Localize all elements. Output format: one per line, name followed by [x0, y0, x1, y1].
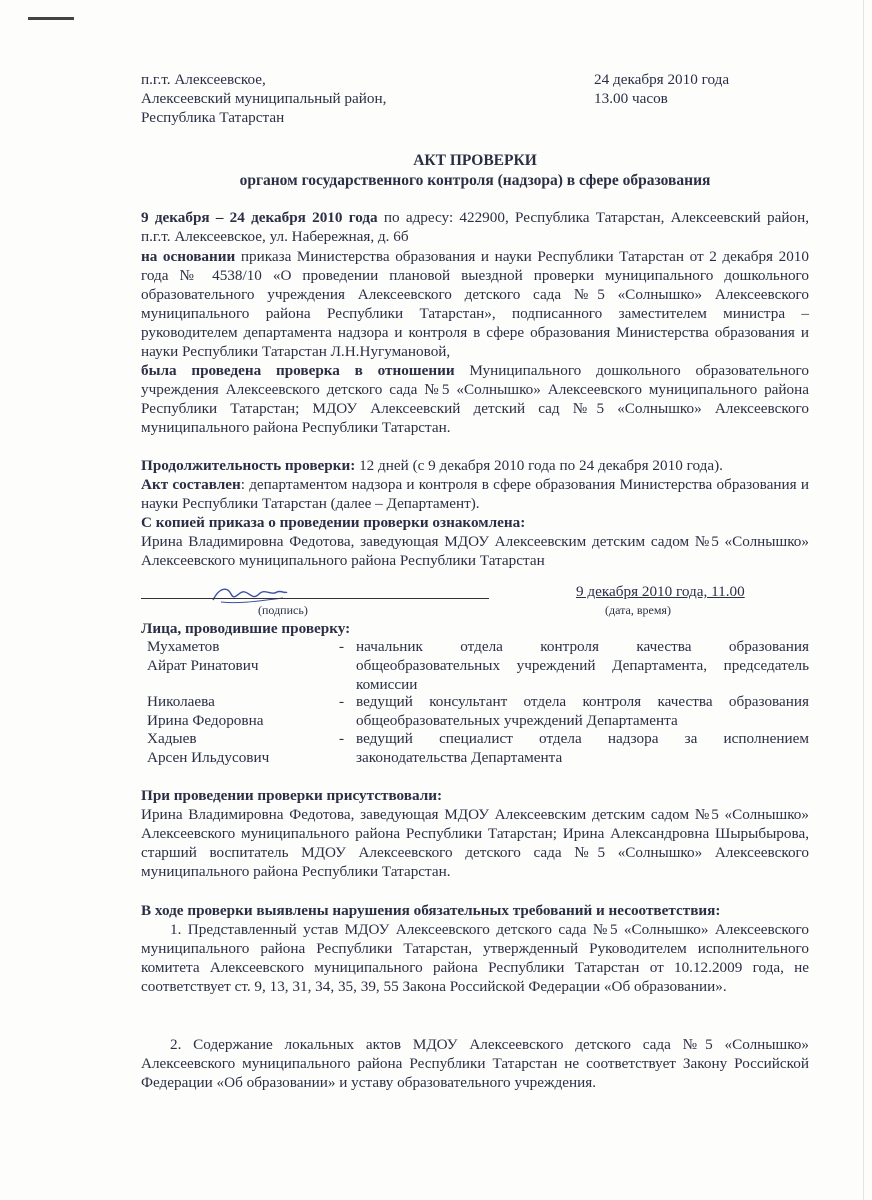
- inspection-duration: [141, 456, 809, 475]
- violations-heading: В ходе проверки выявлены нарушения обязательных требований и несоответствия:: [141, 902, 721, 919]
- acquainted-text: Ирина Владимировна Федотова, заведующая МДОУ Алексеевским детским садом №5 «Солнышко» Алексеевского муниципального района Республики Татарстан: [141, 533, 809, 569]
- inspector-surname: Мухаметов: [147, 638, 220, 655]
- inspector-dash: -: [339, 693, 345, 710]
- inspectors-heading: Лица, проводившие проверку:: [141, 620, 351, 637]
- page-edge: [863, 0, 864, 1200]
- compiled-label: Акт составлен: [141, 476, 241, 493]
- duration-text: 12 дней (с 9 декабря 2010 года по 24 декабря 2010 года).: [355, 457, 723, 474]
- inspector-given-names: Ирина Федоровна: [147, 712, 264, 729]
- violation-item: 1. Представленный устав МДОУ Алексеевского детского сада №5 «Солнышко» Алексеевского муниципального района Республики Татарстан, утвержденный Руководителем исполнительного комитета Алексеевского муниципального района Республики Татарстан от 10.12.2009 года, не соответствует ст. 9, 13, 31, 34, 35, 39, 55 Закона Российской Федерации «Об образовании».: [141, 921, 809, 995]
- inspector-surname: Хадыев: [147, 730, 197, 747]
- inspected-entity: [141, 361, 809, 437]
- header-time: 13.00 часов: [594, 90, 668, 107]
- inspector-role: начальник отдела контроля качества образования общеобразовательных учреждений Департамента, председатель комиссии: [356, 638, 809, 693]
- present-text: Ирина Владимировна Федотова, заведующая МДОУ Алексеевским детским садом №5 «Солнышко» Алексеевского муниципального района Республики Татарстан; Ирина Александровна Шырыбырова, старший воспитатель МДОУ Алексеевского детского сада №5 «Солнышко» Алексеевского муниципального района Республики Татарстан.: [141, 806, 809, 880]
- inspector-surname: Николаева: [147, 693, 215, 710]
- date-time-caption: (дата, время): [605, 603, 671, 617]
- period-dates: 9 декабря – 24 декабря 2010 года: [141, 209, 378, 226]
- header-place-line2: Алексеевский муниципальный район,: [141, 90, 387, 107]
- signature-date-time: 9 декабря 2010 года, 11.00: [576, 583, 745, 600]
- header-place: [141, 70, 386, 127]
- signature-line: [141, 598, 489, 599]
- inspection-basis: [141, 247, 809, 361]
- act-compiled: [141, 475, 809, 513]
- header-place-line1: п.г.т. Алексеевское,: [141, 71, 266, 88]
- inspector-given-names: Арсен Ильдусович: [147, 749, 270, 766]
- inspector-dash: -: [339, 638, 345, 655]
- signature-caption: (подпись): [258, 603, 308, 617]
- document-title: АКТ ПРОВЕРКИ: [413, 152, 537, 169]
- inspected-text: Муниципального дошкольного образовательного учреждения Алексеевского детского сада №5 «Солнышко» Алексеевского муниципального района Республики Татарстан; МДОУ Алексеевский детский сад №5 «Солнышко» Алексеевского муниципального района Республики Татарстан.: [141, 362, 809, 436]
- duration-label: Продолжительность проверки:: [141, 457, 356, 474]
- inspector-role: ведущий специалист отдела надзора за исполнением законодательства Департамента: [356, 730, 809, 766]
- period-address: по адресу: 422900, Республика Татарстан, Алексеевский район, п.г.т. Алексеевское, ул. Набережная, д. 6б: [141, 209, 809, 245]
- scan-artifact-line: [28, 17, 74, 20]
- present-heading: При проведении проверки присутствовали:: [141, 787, 443, 804]
- header-datetime: [594, 70, 729, 108]
- violation-item: 2. Содержание локальных актов МДОУ Алексеевского детского сада №5 «Солнышко» Алексеевского муниципального района Республики Татарстан не соответствует Закону Российской Федерации «Об образовании» и уставу образовательного учреждения.: [141, 1036, 809, 1091]
- header-place-line3: Республика Татарстан: [141, 109, 285, 126]
- header-date: 24 декабря 2010 года: [594, 71, 730, 88]
- compiled-text: : департаментом надзора и контроля в сфере образования Министерства образования и науки Республики Татарстан (далее – Департамент).: [141, 476, 809, 512]
- inspector-role: ведущий консультант отдела контроля качества образования общеобразовательных учреждений Департамента: [356, 693, 809, 729]
- basis-label: на основании: [141, 248, 236, 265]
- document-subtitle: органом государственного контроля (надзора) в сфере образования: [239, 172, 711, 189]
- inspected-label: была проведена проверка в отношении: [141, 362, 455, 379]
- inspector-given-names: Айрат Ринатович: [147, 657, 259, 674]
- basis-text: приказа Министерства образования и науки Республики Татарстан от 2 декабря 2010 года № 4538/10 «О проведении плановой выездной проверки муниципального дошкольного образовательного учреждения Алексеевского детского сада №5 «Солнышко» Алексеевского муниципального района Республики Татарстан», подписанного заместителем министра – руководителем департамента надзора и контроля в сфере образования Министерства образования и науки Республики Татарстан Л.Н.Нугумановой,: [141, 248, 809, 360]
- acquainted-heading: С копией приказа о проведении проверки ознакомлена:: [141, 514, 526, 531]
- inspection-period: [141, 208, 809, 246]
- inspector-dash: -: [339, 730, 345, 747]
